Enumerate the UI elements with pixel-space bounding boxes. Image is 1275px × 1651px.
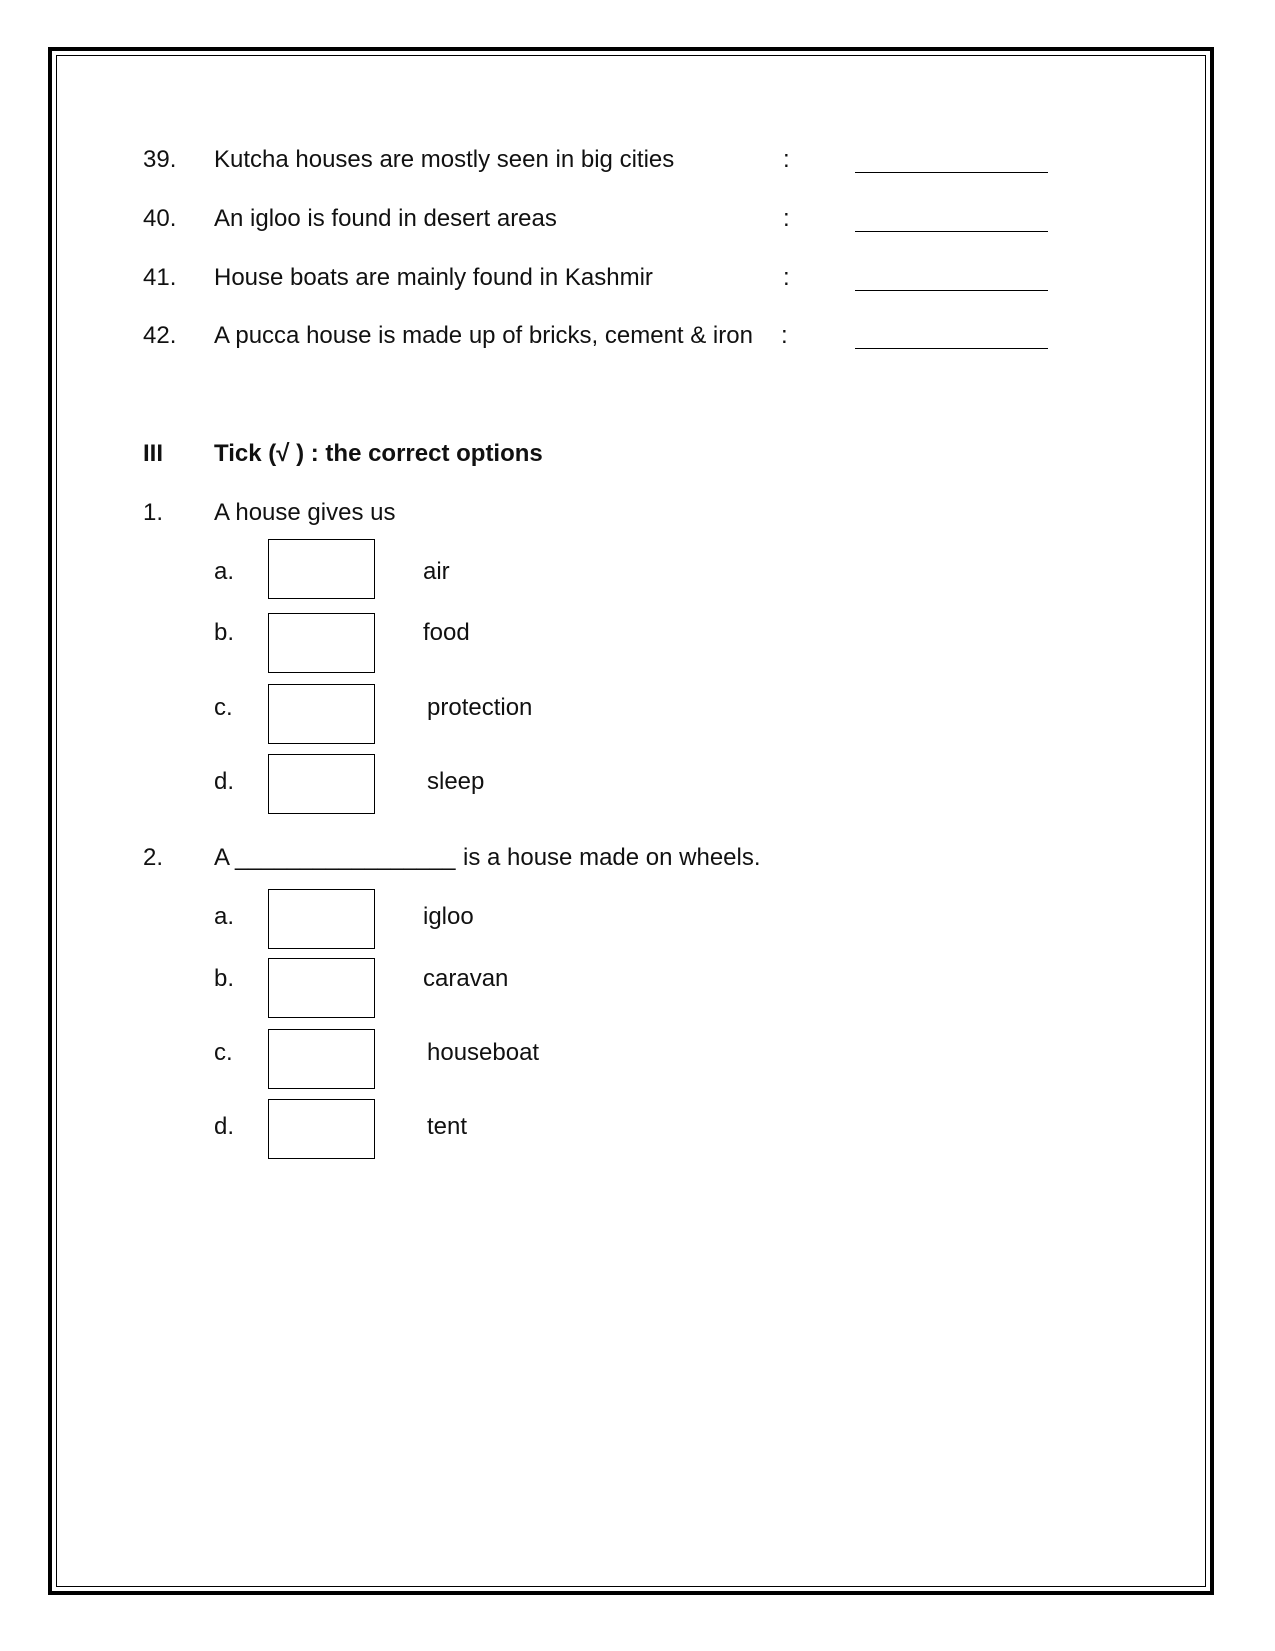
statement-colon: : [783, 264, 790, 291]
answer-blank[interactable] [855, 231, 1048, 232]
question-number: 2. [143, 844, 164, 871]
option-letter: a. [214, 903, 235, 930]
statement-number: 41. [143, 264, 177, 291]
statement-text: An igloo is found in desert areas [214, 205, 557, 232]
statement-text: A pucca house is made up of bricks, cement & iron [214, 322, 753, 349]
answer-blank[interactable] [855, 290, 1048, 291]
statement-colon: : [781, 322, 788, 349]
question-text: A house gives us [214, 499, 396, 526]
option-text: air [423, 558, 450, 585]
option-letter: b. [214, 619, 235, 646]
statement-number: 42. [143, 322, 177, 349]
question-number: 1. [143, 499, 164, 526]
question-blank[interactable]: _________________ [235, 844, 456, 871]
option-letter: a. [214, 558, 235, 585]
answer-blank[interactable] [855, 172, 1048, 173]
tick-box[interactable] [268, 684, 375, 744]
option-letter: d. [214, 768, 235, 795]
option-text: houseboat [427, 1039, 540, 1066]
option-letter: c. [214, 694, 233, 721]
tick-box[interactable] [268, 754, 375, 814]
statement-text: Kutcha houses are mostly seen in big cities [214, 146, 675, 173]
tick-box[interactable] [268, 889, 375, 949]
option-text: sleep [427, 768, 485, 795]
answer-blank[interactable] [855, 348, 1048, 349]
section-numeral: III [143, 440, 164, 467]
option-letter: b. [214, 965, 235, 992]
tick-box[interactable] [268, 539, 375, 599]
option-text: igloo [423, 903, 474, 930]
option-text: tent [427, 1113, 468, 1140]
option-letter: d. [214, 1113, 235, 1140]
option-text: protection [427, 694, 533, 721]
statement-colon: : [783, 146, 790, 173]
statement-colon: : [783, 205, 790, 232]
section-title: Tick (√ ) : the correct options [214, 440, 543, 467]
statement-text: House boats are mainly found in Kashmir [214, 264, 653, 291]
option-text: food [423, 619, 470, 646]
statement-number: 39. [143, 146, 177, 173]
option-letter: c. [214, 1039, 233, 1066]
tick-box[interactable] [268, 613, 375, 673]
question-prefix: A [214, 844, 231, 871]
tick-box[interactable] [268, 1099, 375, 1159]
tick-box[interactable] [268, 958, 375, 1018]
tick-box[interactable] [268, 1029, 375, 1089]
question-suffix: is a house made on wheels. [463, 844, 761, 871]
statement-number: 40. [143, 205, 177, 232]
option-text: caravan [423, 965, 509, 992]
